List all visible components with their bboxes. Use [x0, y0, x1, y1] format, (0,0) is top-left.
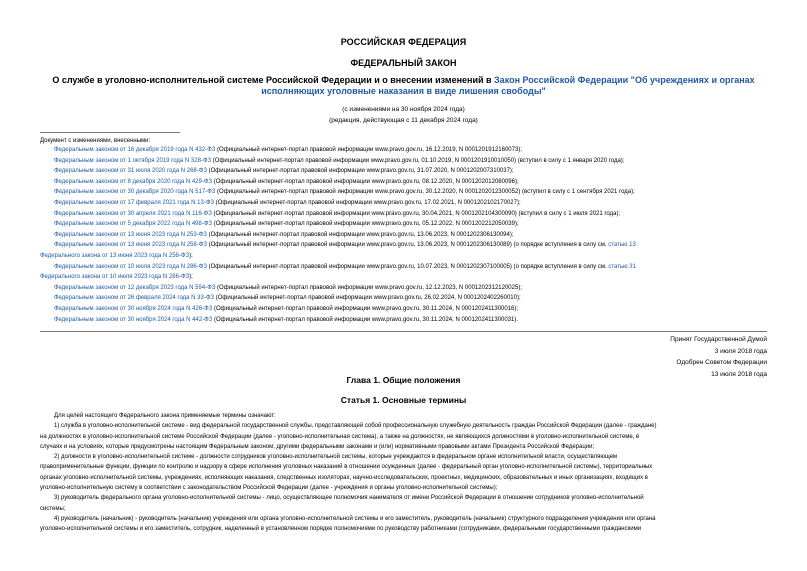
change-source-text: (Официальный интернет-портал правовой информации www.pravo.gov.ru, 13.06.2023, N 0001202306130094);: [206, 231, 514, 238]
change-source-text: (Официальный интернет-портал правовой информации www.pravo.gov.ru, 08.12.2020, N 0001202012080096);: [212, 178, 519, 185]
change-law-link[interactable]: Федеральным законом от 30 декабря 2020 года N 517-ФЗ: [54, 189, 216, 196]
edition-note: (редакция, действующая с 11 декабря 2024 года): [329, 117, 478, 124]
change-item-continuation: [40, 272, 767, 283]
change-item: [40, 219, 767, 230]
change-law-link-cont[interactable]: Федерального закона от 10 июля 2023 года N 286-ФЗ: [40, 274, 190, 281]
law-title-link[interactable]: Закон Российской Федерации "Об учреждениях и органах: [494, 75, 755, 85]
change-item: [40, 262, 767, 273]
chapter-heading: Глава 1. Общие положения: [346, 375, 461, 385]
change-item-continuation: [40, 251, 767, 262]
body-line: 2) должности в уголовно-исполнительной системе - должности сотрудников уголовно-исполнительной системы, которые учреждаются в федеральном органе исполнительной власти, осуществляющем: [54, 454, 618, 461]
change-item: [40, 198, 767, 209]
article-body: [40, 411, 767, 535]
change-law-link[interactable]: Федеральным законом от 16 декабря 2019 года N 432-ФЗ: [54, 147, 216, 153]
separator-bottom: [40, 331, 767, 332]
change-item: [40, 145, 767, 156]
adoption-council-date: 13 июля 2018 года: [711, 370, 767, 378]
country-heading: РОССИЙСКАЯ ФЕДЕРАЦИЯ: [340, 37, 467, 47]
adoption-duma-date: 3 июля 2018 года: [714, 347, 767, 355]
change-source-text: (Официальный интернет-портал правовой информации www.pravo.gov.ru, 13.06.2023, N 0001202306130089) (о порядке вступления в силу см.: [206, 242, 609, 249]
change-source-text: (Официальный интернет-портал правовой информации www.pravo.gov.ru, 01.10.2019, N 0001201910010050) (вступил в силу с 1 января 2020 года);: [211, 157, 625, 164]
change-law-link[interactable]: Федеральным законом от 13 июня 2023 года N 253-ФЗ: [54, 231, 207, 238]
amended-note: (с изменениями на 30 ноября 2024 года): [342, 106, 465, 113]
body-line: органах уголовно-исполнительной системы, учреждениях, исполняющих наказания, следственных изоляторах, научно-исследовательских, проектных, медицинских, образовательных и иных организациях, входящих в: [40, 474, 648, 481]
law-title-prefix: О службе в уголовно-исполнительной системе Российской Федерации и о внесении изменений в: [52, 75, 495, 85]
change-law-link[interactable]: Федеральным законом от 17 февраля 2021 года N 13-ФЗ: [54, 199, 215, 206]
separator-top: [40, 132, 180, 133]
change-item: [40, 156, 767, 167]
change-source-text: (Официальный интернет-портал правовой информации www.pravo.gov.ru, 17.02.2021, N 0001202102170027);: [214, 199, 521, 206]
body-line: системы;: [40, 505, 66, 512]
change-item: [40, 283, 767, 294]
body-line: на должностях в уголовно-исполнительной системе Российской Федерации (далее - уголовно-исполнительная система), а также на должностях, не являющихся должностями в уголовно-исполнительной системе, в: [40, 433, 640, 440]
change-law-link-cont[interactable]: Федерального закона от 13 июня 2023 года N 258-ФЗ: [40, 252, 190, 259]
change-cont-text: );: [189, 252, 193, 259]
adoption-block: [460, 334, 767, 380]
change-item: [40, 240, 767, 251]
change-law-link[interactable]: Федеральным законом от 8 декабря 2020 года N 429-ФЗ: [54, 178, 213, 185]
change-source-text: (Официальный интернет-портал правовой информации www.pravo.gov.ru, 16.12.2019, N 0001201912160073);: [215, 147, 522, 153]
change-item: [40, 166, 767, 177]
change-law-link[interactable]: Федеральным законом от 31 июля 2020 года N 268-ФЗ: [54, 168, 207, 175]
change-law-link[interactable]: Федеральным законом от 1 октября 2019 года N 328-ФЗ: [54, 157, 212, 164]
body-line: 4) руководитель (начальник) - руководитель (начальник) учреждения или органа уголовно-исполнительной системы и его заместитель, руководитель (начальник) структурного подразделения учреждения или органа: [54, 515, 656, 522]
law-type-heading: ФЕДЕРАЛЬНЫЙ ЗАКОН: [350, 58, 457, 68]
change-source-text: (Официальный интернет-портал правовой информации www.pravo.gov.ru, 30.04.2021, N 0001202104300090) (вступил в силу с 1 июля 2021 года);: [211, 210, 621, 217]
change-source-text: (Официальный интернет-портал правовой информации www.pravo.gov.ru, 30.12.2020, N 0001202012300052) (вступил в силу с 1 сентября 2021 года);: [215, 189, 635, 196]
change-law-link[interactable]: Федеральным законом от 12 декабря 2023 года N 594-ФЗ: [54, 284, 216, 291]
change-law-link[interactable]: Федеральным законом от 13 июня 2023 года N 258-ФЗ: [54, 242, 207, 249]
change-source-text: (Официальный интернет-портал правовой информации www.pravo.gov.ru, 30.11.2024, N 0001202411300016);: [212, 305, 519, 312]
article-heading: Статья 1. Основные термины: [340, 395, 467, 405]
law-title: [40, 75, 767, 97]
body-line: уголовно-исполнительную систему в соответствии с законодательством Российской Федерации (далее - учреждения и органы уголовно-исполнительной системы);: [40, 485, 498, 492]
change-source-text: (Официальный интернет-портал правовой информации www.pravo.gov.ru, 26.02.2024, N 0001202402260010);: [214, 295, 521, 302]
change-item: [40, 304, 767, 315]
change-law-link[interactable]: Федеральным законом от 30 апреля 2021 года N 116-ФЗ: [54, 210, 212, 217]
change-article-link[interactable]: статью 31: [608, 263, 636, 270]
change-cont-text: );: [189, 274, 193, 281]
change-source-text: (Официальный интернет-портал правовой информации www.pravo.gov.ru, 12.12.2023, N 0001202312120025);: [215, 284, 522, 291]
change-law-link[interactable]: Федеральным законом от 26 февраля 2024 года N 33-ФЗ: [54, 295, 215, 302]
body-line: Для целей настоящего Федерального закона применяемые термины означают:: [54, 413, 276, 419]
body-line: уголовно-исполнительной системы и его заместитель, сотрудник, наделенный в установленном порядке полномочиями по руководству работниками (сотрудниками, федеральными государственными гражданскими: [40, 526, 642, 533]
change-source-text: (Официальный интернет-портал правовой информации www.pravo.gov.ru, 31.07.2020, N 0001202007310037);: [206, 168, 514, 175]
change-item: [40, 177, 767, 188]
adoption-council: Одобрен Советом Федерации: [676, 359, 767, 367]
changes-list: [40, 145, 767, 325]
law-title-link-cont[interactable]: исполняющих уголовные наказания в виде лишения свободы": [261, 86, 546, 96]
change-law-link[interactable]: Федеральным законом от 10 июля 2023 года N 286-ФЗ: [54, 263, 207, 270]
change-law-link[interactable]: Федеральным законом от 30 ноября 2024 года N 426-ФЗ: [54, 305, 213, 312]
change-item: [40, 230, 767, 241]
change-item: [40, 293, 767, 304]
change-article-link[interactable]: статью 13: [608, 242, 636, 249]
body-line: 1) служба в уголовно-исполнительной системе - вид федеральной государственной службы, представляющей собой профессиональную служебную деятельность граждан Российской Федерации (далее - граждане): [54, 423, 657, 430]
change-law-link[interactable]: Федеральным законом от 30 ноября 2024 года N 442-ФЗ: [54, 316, 213, 323]
change-item: [40, 187, 767, 198]
body-line: случаях и на условиях, которые предусмотрены настоящим Федеральным законом, другими федеральными законами и (или) нормативными правовыми актами Президента Российской Федерации;: [40, 443, 595, 450]
adoption-duma: Принят Государственной Думой: [670, 336, 767, 343]
body-line: 3) руководитель федерального органа уголовно-исполнительной системы - лицо, осуществляющее полномочия нанимателя от имени Российской Федерации в отношении сотрудников уголовно-исполнительной: [54, 495, 644, 502]
changes-heading: Документ с изменениями, внесенными:: [40, 138, 151, 144]
change-source-text: (Официальный интернет-портал правовой информации www.pravo.gov.ru, 30.11.2024, N 0001202411300031).: [212, 316, 519, 323]
change-item: [40, 209, 767, 220]
change-item: [40, 315, 767, 326]
change-source-text: (Официальный интернет-портал правовой информации www.pravo.gov.ru, 10.07.2023, N 0001202307100005) (о порядке вступления в силу см.: [206, 263, 609, 270]
change-source-text: (Официальный интернет-портал правовой информации www.pravo.gov.ru, 05.12.2022, N 0001202212050039);: [212, 221, 519, 228]
body-line: правоприменительные функции, функции по контролю и надзору в сфере исполнения уголовных наказаний в отношении осужденных (далее - федеральный орган уголовно-исполнительной системы), территориальных: [40, 464, 653, 471]
change-law-link[interactable]: Федеральным законом от 5 декабря 2022 года N 498-ФЗ: [54, 221, 213, 228]
